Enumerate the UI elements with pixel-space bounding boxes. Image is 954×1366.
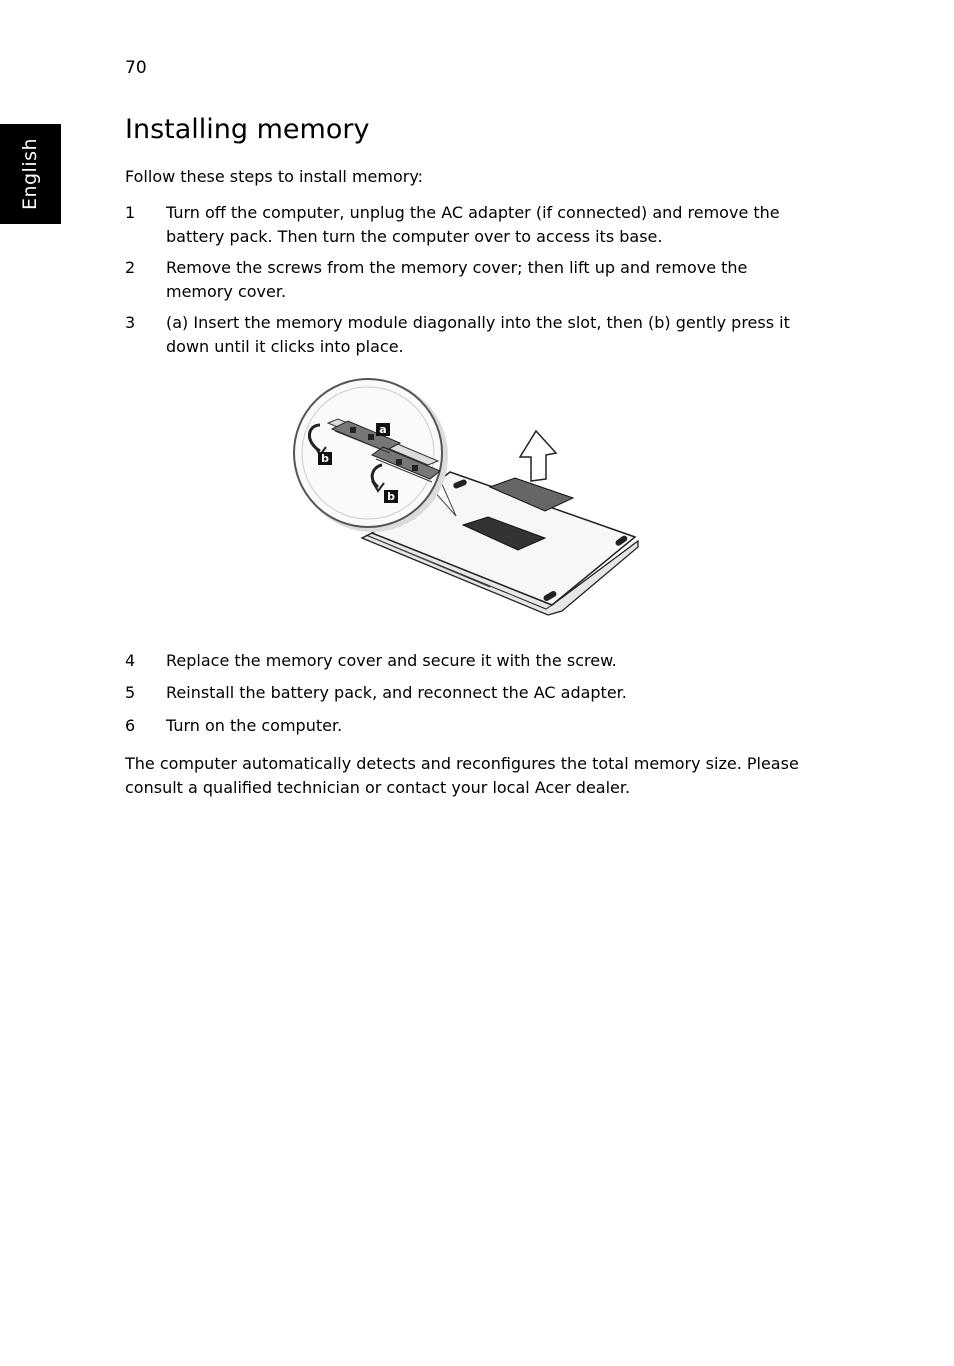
step-number: 3 (125, 313, 136, 332)
step-mark-a: (a) (166, 313, 189, 332)
closing-paragraph: The computer automatically detects and reconfigures the total memory size. Please consult a qualified technician or contact your local Acer dealer. (125, 754, 799, 797)
language-tab (0, 124, 61, 224)
callout-b-label: b (387, 490, 395, 503)
step-text: Replace the memory cover and secure it with the screw. (166, 651, 617, 670)
step-text-b: gently press it down until it clicks into place. (166, 313, 790, 356)
step-2 (125, 256, 815, 303)
page-title: Installing memory (125, 114, 370, 145)
step-3 (125, 311, 815, 358)
step-number: 4 (125, 651, 136, 670)
step-number: 2 (125, 258, 136, 277)
step-text: Remove the screws from the memory cover; then lift up and remove the memory cover. (166, 258, 748, 301)
laptop-base-illustration (290, 375, 650, 625)
page-number: 70 (125, 58, 147, 78)
callout-b-label: b (321, 452, 329, 465)
step-number: 5 (125, 683, 136, 702)
memory-install-illustration (290, 375, 650, 625)
lift-up-arrow (520, 431, 556, 481)
step-text (166, 311, 815, 358)
step-text-a: Insert the memory module diagonally into the slot, then (188, 313, 649, 332)
language-tab-label: English (19, 137, 41, 211)
step-text: Reinstall the battery pack, and reconnect the AC adapter. (166, 683, 627, 702)
step-6 (125, 714, 815, 738)
step-text: Turn off the computer, unplug the AC adapter (if connected) and remove the battery pack. Then turn the computer over to access its base. (166, 203, 780, 246)
step-mark-b: (b) (648, 313, 671, 332)
step-number: 1 (125, 203, 136, 222)
step-5 (125, 681, 815, 705)
step-4 (125, 649, 815, 673)
intro-text: Follow these steps to install memory: (125, 167, 424, 186)
step-1 (125, 201, 815, 248)
step-number: 6 (125, 716, 136, 735)
callout-a-label: a (379, 423, 387, 436)
step-text: Turn on the computer. (166, 716, 343, 735)
